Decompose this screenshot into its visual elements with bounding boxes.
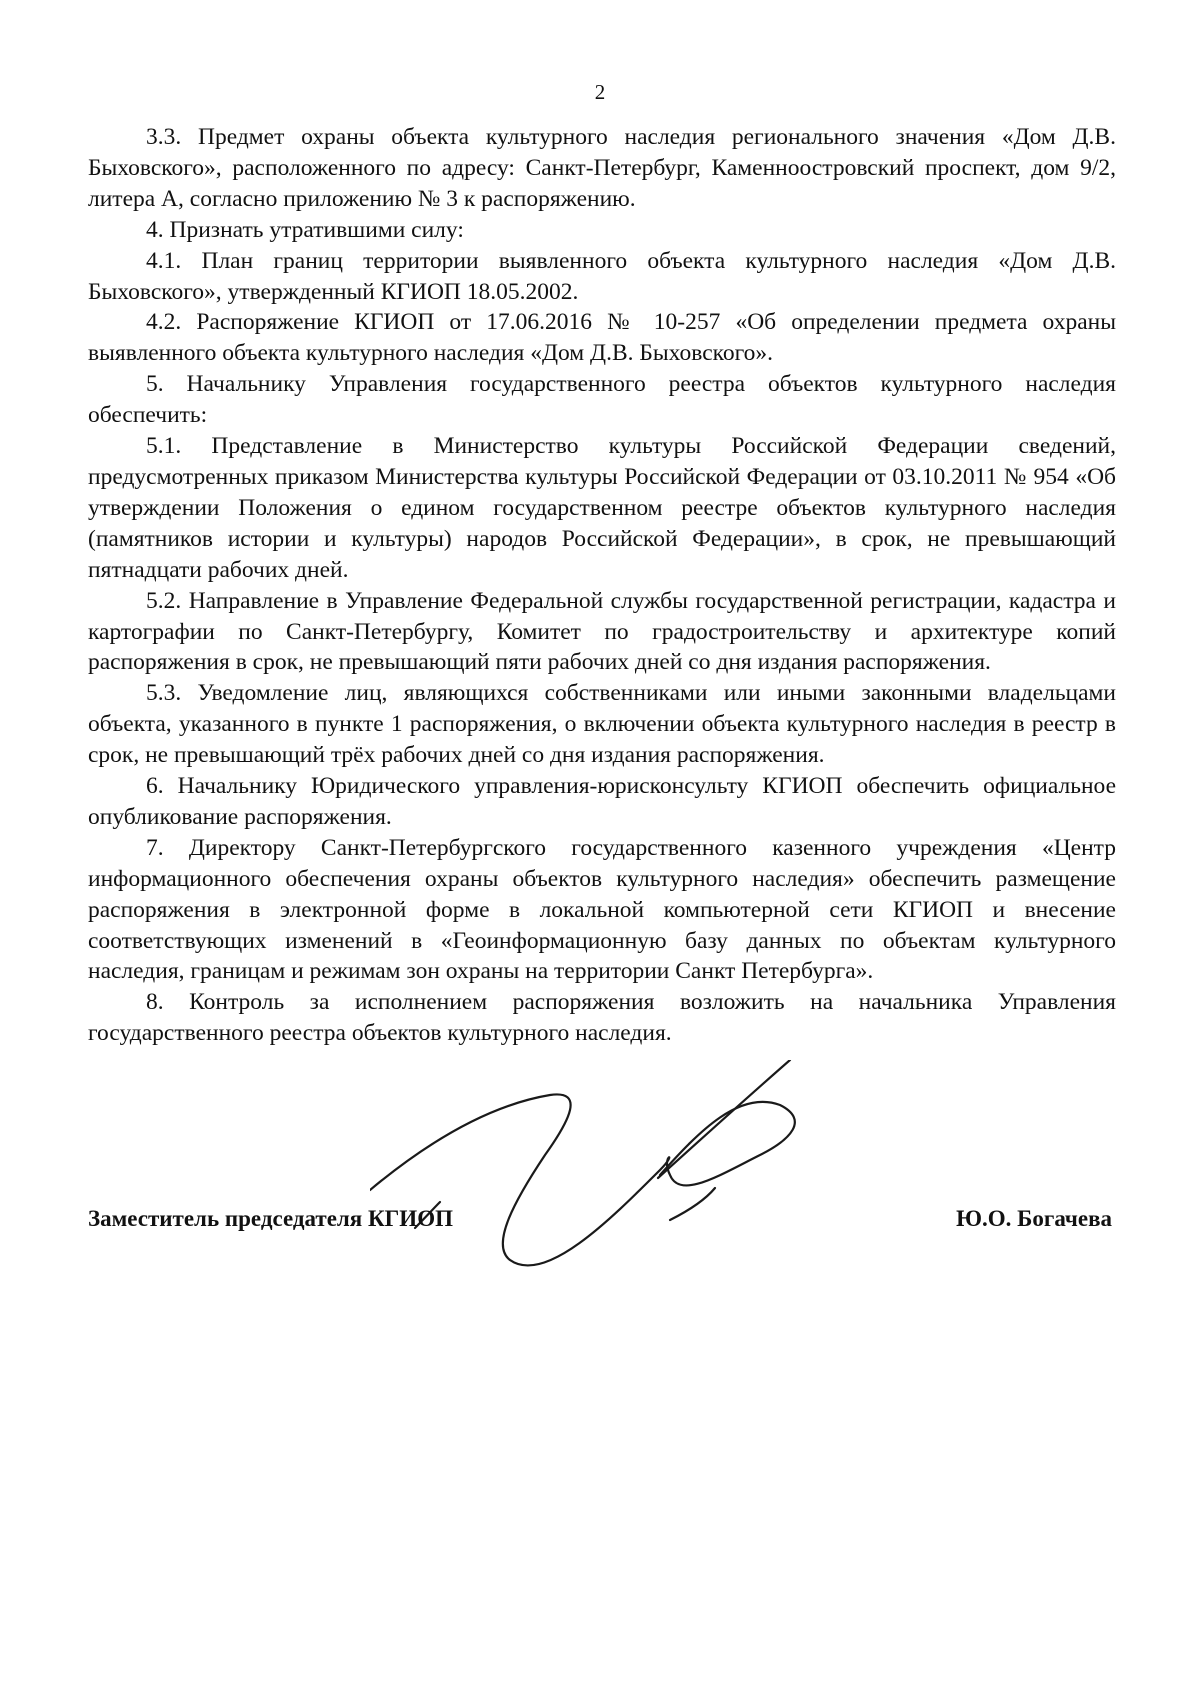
paragraph-6: 6. Начальнику Юридического управления-юрисконсульту КГИОП обеспечить официальное опубликование распоряжения. bbox=[88, 773, 1116, 830]
document-body bbox=[88, 122, 1116, 1049]
signatory-title: Заместитель председателя КГИОП bbox=[88, 1206, 453, 1231]
paragraph-7: 7. Директору Санкт-Петербургского государственного казенного учреждения «Центр информационного обеспечения охраны объектов культурного наследия» обеспечить размещение распоряжения в электронной форме в локальной компьютерной сети КГИОП и внесение соответствующих изменений в «Геоинформационную базу данных по объектам культурного наследия, границам и режимам зон охраны на территории Санкт Петербурга». bbox=[88, 834, 1116, 985]
paragraph-4-2: 4.2. Распоряжение КГИОП от 17.06.2016 № 10-257 «Об определении предмета охраны выявленного объекта культурного наследия «Дом Д.В. Быховского». bbox=[88, 309, 1116, 367]
paragraph-4-1: 4.1. План границ территории выявленного объекта культурного наследия «Дом Д.В. Быховского», утвержденный КГИОП 18.05.2002. bbox=[88, 247, 1116, 305]
signatory-name: Ю.О. Богачева bbox=[956, 1206, 1112, 1231]
paragraph-5-1: 5.1. Представление в Министерство культуры Российской Федерации сведений, предусмотренных приказом Министерства культуры Российской Федерации от 03.10.2011 № 954 «Об утверждении Положения о едином государственном реестре объектов культурного наследия (памятников истории и культуры) народов Российской Федерации», в срок, не превышающий пятнадцати рабочих дней. bbox=[88, 433, 1116, 583]
paragraph-5-3: 5.3. Уведомление лиц, являющихся собственниками или иными законными владельцами объекта, указанного в пункте 1 распоряжения, о включении объекта культурного наследия в реестр в срок, не превышающий трёх рабочих дней со дня издания распоряжения. bbox=[88, 680, 1116, 769]
paragraph-5: 5. Начальнику Управления государственного реестра объектов культурного наследия обеспечить: bbox=[88, 371, 1116, 429]
paragraph-8: 8. Контроль за исполнением распоряжения возложить на начальника Управления государственного реестра объектов культурного наследия. bbox=[88, 989, 1116, 1047]
paragraph-4: 4. Признать утратившими силу: bbox=[146, 216, 464, 243]
page-number: 2 bbox=[594, 80, 606, 104]
handwritten-signature bbox=[370, 1060, 930, 1310]
paragraph-5-2: 5.2. Направление в Управление Федеральной службы государственной регистрации, кадастра и картографии по Санкт-Петербургу, Комитет по градостроительству и архитектуре копий распоряжения в срок, не превышающий пяти рабочих дней со дня издания распоряжения. bbox=[88, 587, 1116, 676]
paragraph-3-3: 3.3. Предмет охраны объекта культурного наследия регионального значения «Дом Д.В. Быховского», расположенного по адресу: Санкт-Петербург, Каменноостровский проспект, дом 9/2, литера А, согласно приложению № 3 к распоряжению. bbox=[88, 124, 1116, 212]
